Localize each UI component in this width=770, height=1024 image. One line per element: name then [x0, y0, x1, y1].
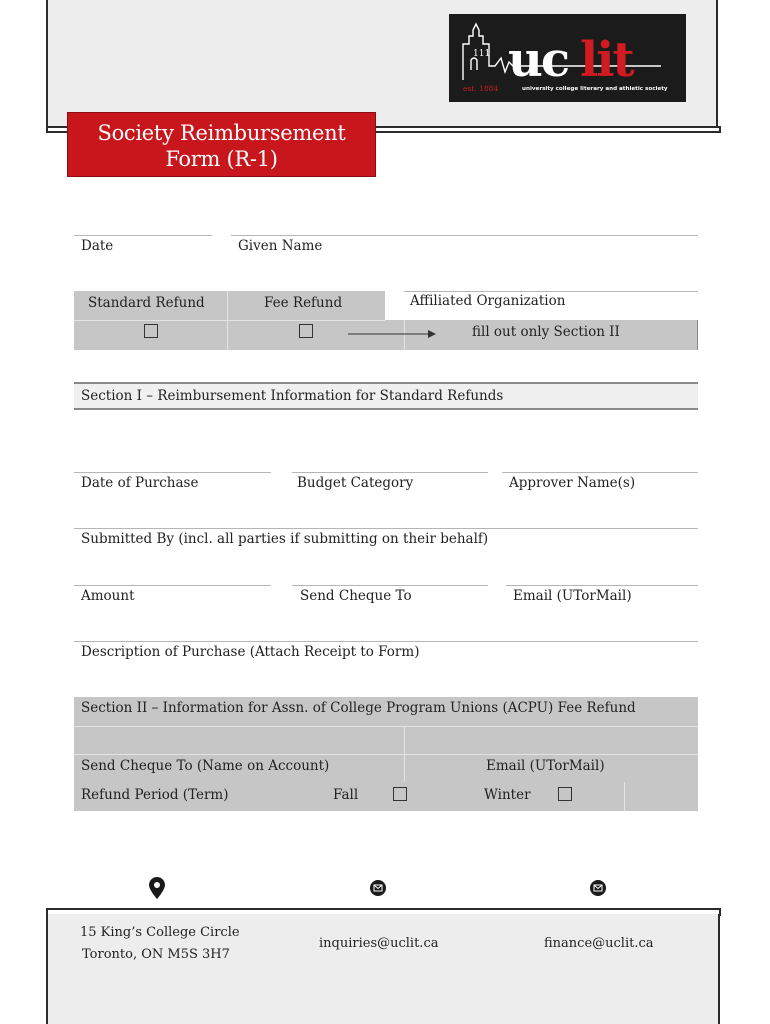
given-name-field-line [231, 235, 698, 236]
standard-refund-checkbox[interactable] [144, 324, 158, 338]
submitted-by-line [74, 528, 698, 529]
section2-email-label: Email (UTorMail) [486, 758, 605, 774]
org-row-right-edge [697, 320, 698, 350]
logo-wordmark-uc: uc [508, 32, 569, 88]
winter-checkbox[interactable] [558, 787, 572, 801]
mail-icon-finance [590, 880, 606, 896]
inquiries-email-link[interactable]: inquiries@uclit.ca [319, 936, 439, 951]
send-cheque-label: Send Cheque To [300, 588, 412, 604]
address-line1: 15 King’s College Circle [80, 925, 240, 940]
send-cheque-line [292, 585, 488, 586]
email-line [506, 585, 698, 586]
amount-line [74, 585, 271, 586]
fall-label: Fall [333, 787, 359, 803]
section2-vdivider [404, 726, 405, 782]
fee-refund-label: Fee Refund [264, 295, 343, 311]
address-line2: Toronto, ON M5S 3H7 [82, 947, 230, 962]
logo-established: est. 1884 [463, 84, 499, 93]
form-title [67, 112, 376, 177]
section2-divider-1 [74, 726, 698, 727]
submitted-by-label: Submitted By (incl. all parties if submitting on their behalf) [81, 531, 489, 547]
arrow-right-icon [348, 328, 436, 340]
standard-refund-label: Standard Refund [88, 295, 205, 311]
refund-panel-vdivider [227, 291, 228, 350]
send-cheque-name-label: Send Cheque To (Name on Account) [81, 758, 330, 774]
amount-label: Amount [81, 588, 135, 604]
budget-category-line [292, 472, 488, 473]
logo-wordmark-lit: lit [580, 32, 633, 88]
form-title-line2: Form (R-1) [165, 147, 278, 171]
mail-icon [370, 880, 386, 896]
date-of-purchase-line [74, 472, 271, 473]
form-title-line1: Society Reimbursement [97, 121, 346, 145]
affiliated-org-field-line [404, 291, 698, 292]
winter-label: Winter [484, 787, 531, 803]
budget-category-label: Budget Category [297, 475, 414, 491]
affiliated-org-label: Affiliated Organization [410, 293, 566, 309]
section2-vdivider-2 [624, 782, 625, 811]
refund-period-label: Refund Period (Term) [81, 787, 229, 803]
given-name-label: Given Name [238, 238, 323, 254]
logo-tagline: university college literary and athletic society [522, 86, 668, 92]
logo-tower-label: 111 [473, 49, 491, 59]
fill-note: fill out only Section II [472, 324, 620, 340]
section1-heading: Section I – Reimbursement Information for Standard Refunds [74, 382, 698, 410]
location-pin-icon [149, 877, 165, 899]
approver-names-line [502, 472, 698, 473]
uclit-logo [449, 14, 686, 102]
section2-heading: Section II – Information for Assn. of College Program Unions (ACPU) Fee Refund [81, 700, 636, 716]
description-line [74, 641, 698, 642]
section2-divider-2 [74, 754, 698, 755]
fee-refund-checkbox[interactable] [299, 324, 313, 338]
fall-checkbox[interactable] [393, 787, 407, 801]
description-label: Description of Purchase (Attach Receipt to Form) [81, 644, 420, 660]
refund-panel-divider [74, 320, 385, 321]
date-of-purchase-label: Date of Purchase [81, 475, 199, 491]
approver-names-label: Approver Name(s) [509, 475, 636, 491]
finance-email-link[interactable]: finance@uclit.ca [544, 936, 654, 951]
date-label: Date [81, 238, 114, 254]
date-field-line [74, 235, 212, 236]
email-label: Email (UTorMail) [513, 588, 632, 604]
